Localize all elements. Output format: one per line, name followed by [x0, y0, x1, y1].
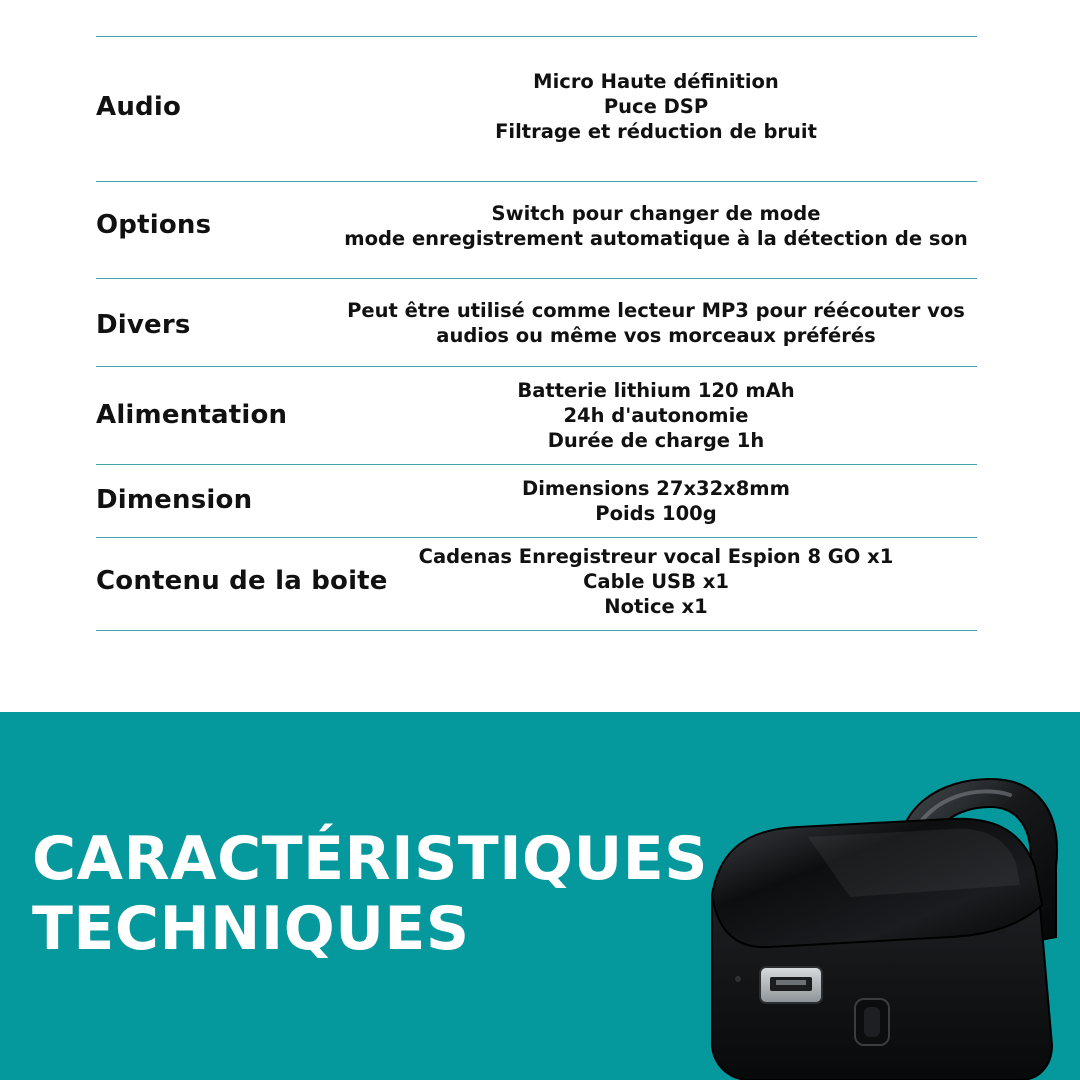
spec-value-options: [330, 201, 982, 251]
spec-value-line: Notice x1: [604, 595, 708, 618]
padlock-voice-recorder-icon: [690, 767, 1080, 1080]
spec-value-divers: [330, 298, 982, 348]
row-divider: [96, 630, 977, 631]
spec-value-contenu: [330, 544, 982, 619]
banner-title-line: CARACTÉRISTIQUES: [32, 824, 708, 894]
spec-label-options: Options: [96, 210, 212, 240]
row-divider: [96, 36, 977, 37]
spec-value-line: Dimensions 27x32x8mm: [522, 477, 790, 500]
spec-value-line: Micro Haute définition: [533, 70, 779, 93]
spec-value-line: Cadenas Enregistreur vocal Espion 8 GO x1: [418, 545, 894, 568]
spec-value-line: Peut être utilisé comme lecteur MP3 pour réécouter vos: [347, 299, 965, 322]
spec-label-alimentation: Alimentation: [96, 400, 288, 430]
spec-value-line: Durée de charge 1h: [547, 429, 765, 452]
row-divider: [96, 278, 977, 279]
spec-value-line: 24h d'autonomie: [563, 404, 749, 427]
spec-value-dimension: [330, 476, 982, 526]
spec-value-audio: [330, 69, 982, 144]
spec-value-line: Batterie lithium 120 mAh: [517, 379, 795, 402]
spec-label-contenu: Contenu de la boite: [96, 566, 388, 596]
spec-label-audio: Audio: [96, 92, 182, 122]
title-banner: [0, 712, 1080, 1080]
spec-value-line: Puce DSP: [603, 95, 709, 118]
spec-value-line: Switch pour changer de mode: [491, 202, 821, 225]
row-divider: [96, 464, 977, 465]
spec-value-line: audios ou même vos morceaux préférés: [436, 324, 876, 347]
spec-value-line: Filtrage et réduction de bruit: [495, 120, 817, 143]
spec-label-dimension: Dimension: [96, 485, 253, 515]
row-divider: [96, 537, 977, 538]
row-divider: [96, 366, 977, 367]
spec-label-divers: Divers: [96, 310, 191, 340]
banner-title: [32, 824, 708, 964]
spec-value-line: Poids 100g: [595, 502, 717, 525]
spec-value-alimentation: [330, 378, 982, 453]
spec-value-line: mode enregistrement automatique à la détection de son: [344, 227, 968, 250]
banner-title-line: TECHNIQUES: [32, 894, 470, 964]
row-divider: [96, 181, 977, 182]
spec-value-line: Cable USB x1: [583, 570, 729, 593]
